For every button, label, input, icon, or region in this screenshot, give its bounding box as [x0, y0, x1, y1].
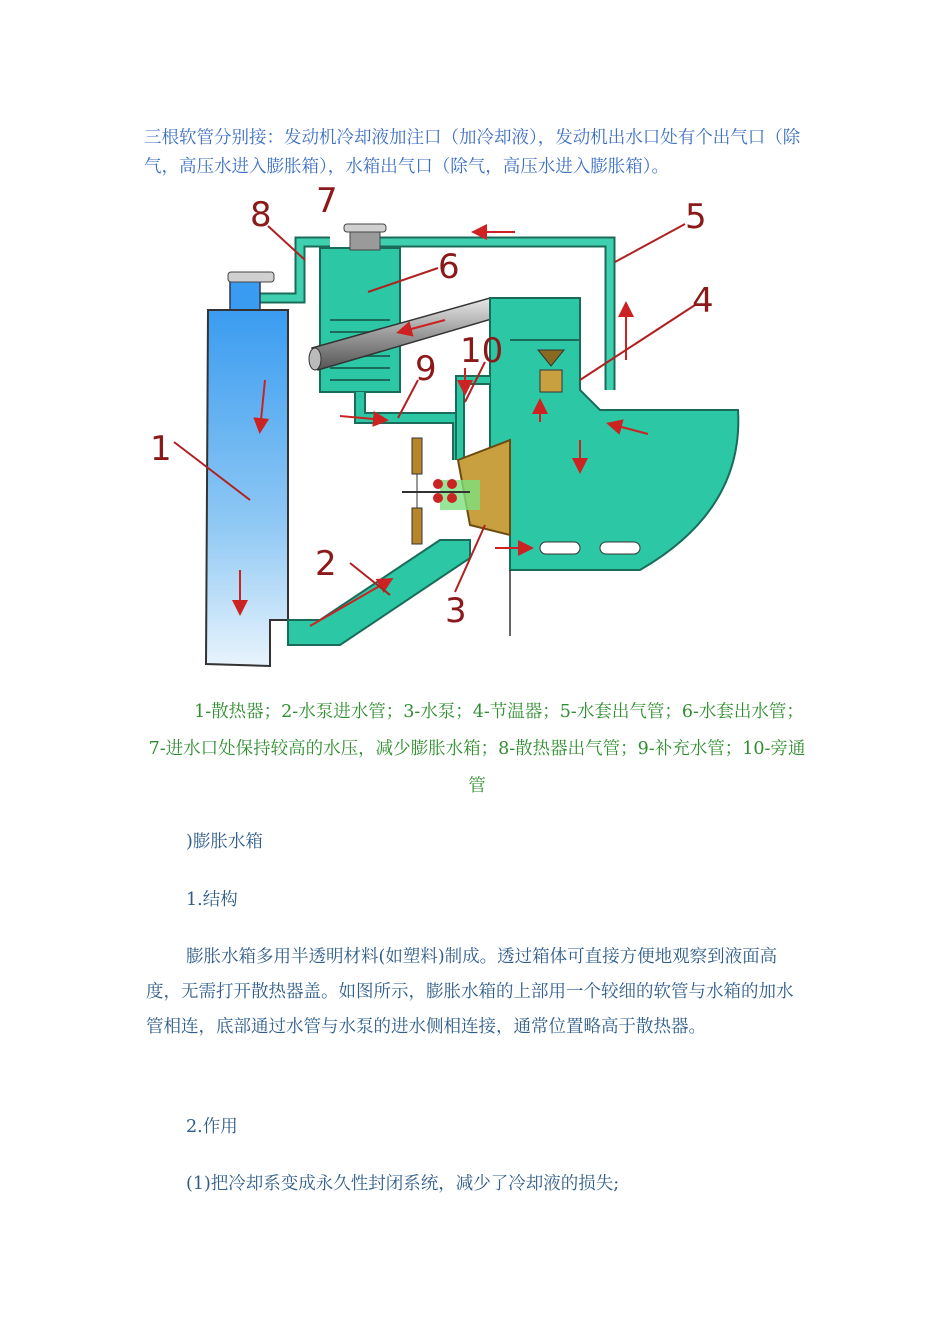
label-3: 3 — [445, 591, 467, 631]
label-6: 6 — [438, 247, 460, 287]
label-10: 10 — [460, 331, 504, 371]
subheading-structure: 1.结构 — [186, 890, 238, 910]
label-9: 9 — [415, 349, 437, 389]
label-5: 5 — [685, 197, 707, 237]
structure-paragraph: 膨胀水箱多用半透明材料(如塑料)制成。透过箱体可直接方便地观察到液面高度，无需打开散热器盖。如图所示，膨胀水箱的上部用一个较细的软管与水箱的加水管相连，底部通过水管与水泵的进水侧相连接，通常位置略高于散热器。 — [146, 947, 794, 1037]
refill-pipe-9 — [360, 392, 458, 460]
radiator — [206, 272, 288, 666]
label-7: 7 — [316, 181, 338, 221]
intro-paragraph: 三根软管分别接：发动机冷却液加注口（加冷却液），发动机出水口处有个出气口（除气，高压水进入膨胀箱），水箱出气口（除气，高压水进入膨胀箱）。 — [144, 128, 801, 177]
label-4: 4 — [692, 281, 714, 321]
cooling-system-diagram — [140, 180, 760, 670]
figure-caption: 1-散热器；2-水泵进水管；3-水泵；4-节温器；5-水套出气管；6-水套出水管；7-进水口处保持较高的水压，减少膨胀水箱；8-散热器出气管；9-补充水管；10-旁通管 — [148, 702, 806, 796]
function-item-1: (1)把冷却系变成永久性封闭系统，减少了冷却液的损失; — [186, 1174, 620, 1194]
subheading-function: 2.作用 — [186, 1117, 238, 1137]
label-1: 1 — [150, 429, 172, 469]
label-2: 2 — [315, 544, 337, 584]
label-8: 8 — [250, 195, 272, 235]
section-title: )膨胀水箱 — [186, 832, 263, 852]
expansion-tank — [320, 224, 400, 392]
